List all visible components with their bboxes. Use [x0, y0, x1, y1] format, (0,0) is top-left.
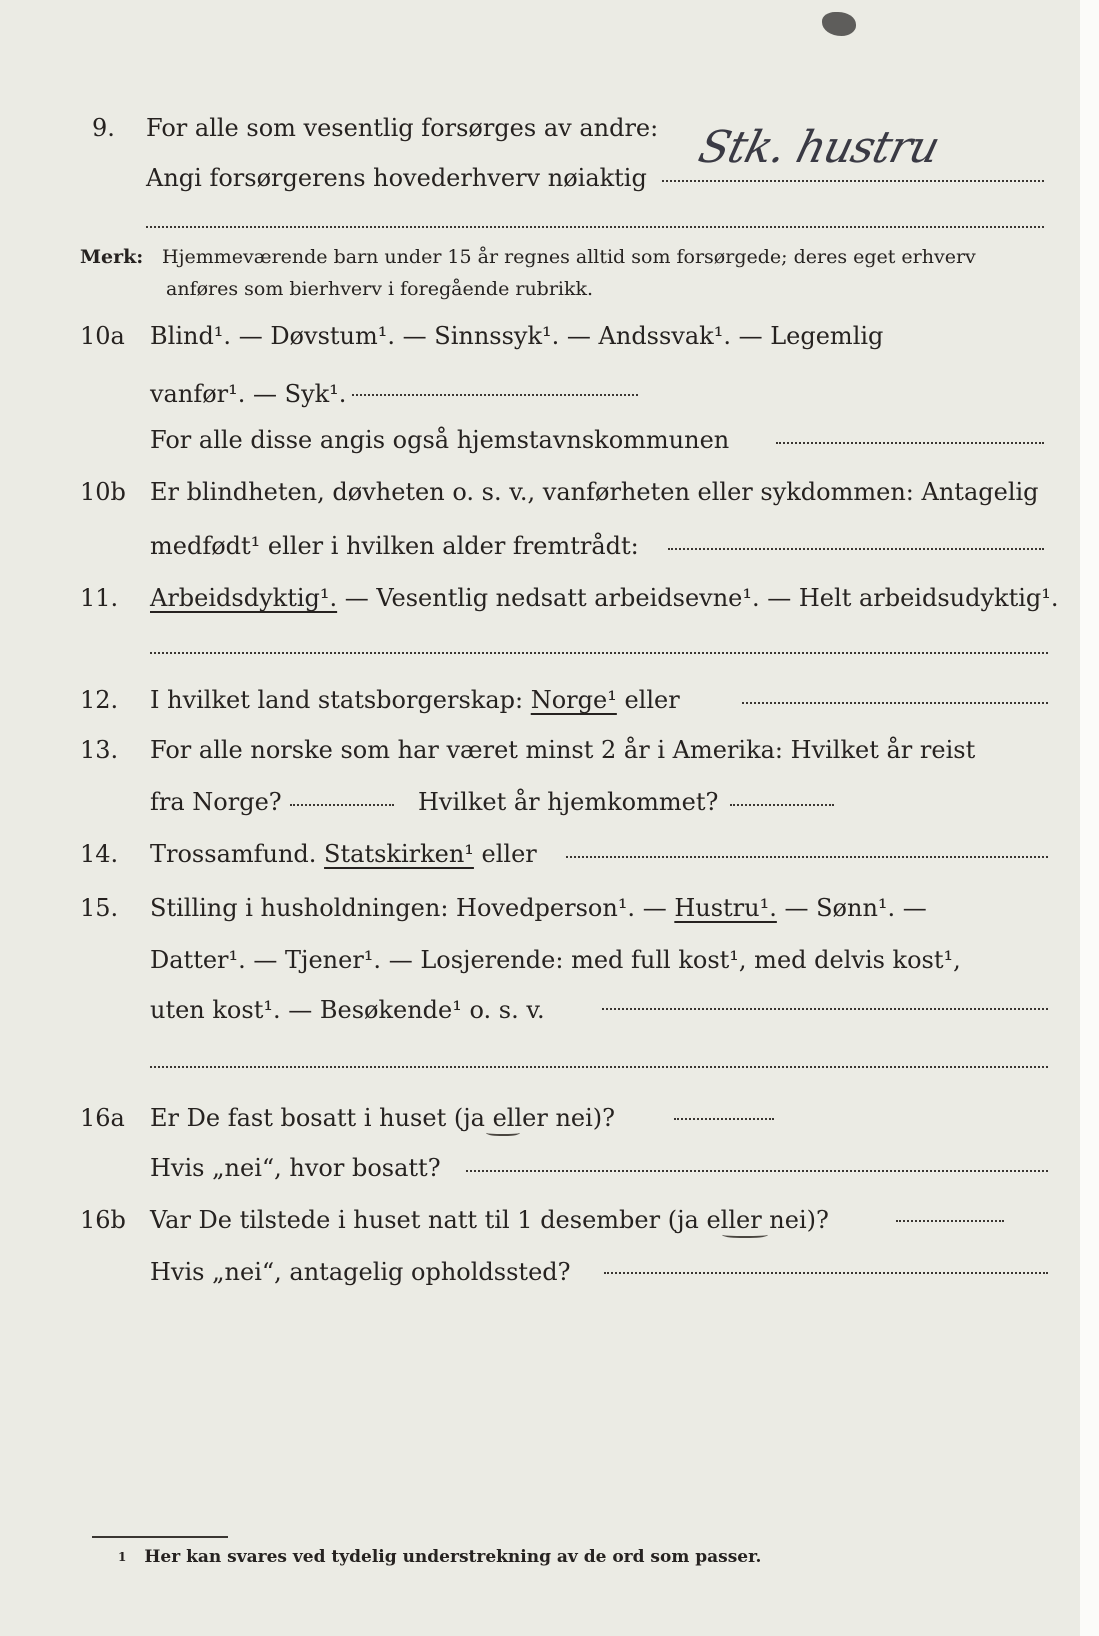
q9-line2: Angi forsørgerens hovederhverv nøiaktig: [146, 164, 647, 192]
q15-option-underlined: Hustru¹.: [674, 894, 777, 922]
merk-label: Merk:: [80, 246, 144, 268]
footnote-rule: [92, 1536, 228, 1538]
q11-option-underlined: Arbeidsdyktig¹.: [150, 584, 338, 612]
q12-answer-line: [742, 702, 1048, 704]
q15-line1: Stilling i husholdningen: Hovedperson¹. — Hustru¹. — Sønn¹. —: [150, 894, 927, 922]
q12-number: 12.: [80, 686, 119, 714]
footnote: [118, 1546, 761, 1568]
q9-number: 9.: [92, 114, 115, 142]
q13-hjemkommet-line: [730, 804, 834, 806]
q13-line1: For alle norske som har været minst 2 år i Amerika: Hvilket år reist: [150, 736, 976, 764]
q13-number: 13.: [80, 736, 119, 764]
q11-number: 11.: [80, 584, 119, 612]
q16b-line2: Hvis „nei“, antagelig opholdssted?: [150, 1258, 571, 1286]
q10a-number: 10a: [80, 322, 125, 350]
q9-answer-line: [662, 180, 1044, 182]
q11-extra-line: [150, 652, 1048, 654]
q13-line2a: fra Norge?: [150, 788, 282, 816]
q15-number: 15.: [80, 894, 119, 922]
q10b-line2: medfødt¹ eller i hvilken alder fremtrådt:: [150, 532, 639, 560]
q9-line1: For alle som vesentlig forsørges av andre:: [146, 114, 659, 142]
q10b-line1: Er blindheten, døvheten o. s. v., vanførheten eller sykdommen: Antagelig: [150, 478, 1039, 506]
q16a-handwritten-mark: [486, 1128, 520, 1136]
q10a-line3: For alle disse angis også hjemstavnskommunen: [150, 426, 730, 454]
q14-answer-line: [566, 856, 1048, 858]
merk-line1: Hjemmeværende barn under 15 år regnes alltid som forsørgede; deres eget erhverv: [162, 246, 976, 268]
q16a-number: 16a: [80, 1104, 125, 1132]
q16a-line2: Hvis „nei“, hvor bosatt?: [150, 1154, 441, 1182]
q16b-opholdssted-line: [604, 1272, 1048, 1274]
q11-text: Arbeidsdyktig¹. — Vesentlig nedsatt arbeidsevne¹. — Helt arbeidsudyktig¹.: [150, 584, 1059, 612]
q16b-number: 16b: [80, 1206, 126, 1234]
q12-option-underlined: Norge¹: [530, 686, 617, 714]
q9-extra-line: [146, 226, 1044, 228]
q16b-answer-line: [896, 1220, 1004, 1222]
q10a-line2: vanfør¹. — Syk¹.: [150, 380, 347, 408]
q14-text: Trossamfund. Statskirken¹ eller: [150, 840, 537, 868]
q9-handwritten-answer: Stk. hustru: [693, 122, 945, 173]
q12-text: I hvilket land statsborgerskap: Norge¹ eller: [150, 686, 680, 714]
merk-line2: anføres som bierhverv i foregående rubrikk.: [166, 278, 594, 300]
q10b-answer-line: [668, 548, 1044, 550]
q15-line2: Datter¹. — Tjener¹. — Losjerende: med full kost¹, med delvis kost¹,: [150, 946, 961, 974]
q15-line3: uten kost¹. — Besøkende¹ o. s. v.: [150, 996, 545, 1024]
q14-number: 14.: [80, 840, 119, 868]
q16a-bosatt-line: [466, 1170, 1048, 1172]
q14-option-underlined: Statskirken¹: [324, 840, 474, 868]
q16b-line1: Var De tilstede i huset natt til 1 desember (ja eller nei)?: [150, 1206, 829, 1234]
q10b-number: 10b: [80, 478, 126, 506]
q15-extra-line: [150, 1066, 1048, 1068]
q16a-line1: Er De fast bosatt i huset (ja eller nei)?: [150, 1104, 616, 1132]
q13-line2b: Hvilket år hjemkommet?: [418, 788, 719, 816]
q16b-handwritten-mark: [722, 1230, 768, 1238]
q10a-kommune-line: [776, 442, 1044, 444]
q13-reist-line: [290, 804, 394, 806]
q10a-line1: Blind¹. — Døvstum¹. — Sinnssyk¹. — Andssvak¹. — Legemlig: [150, 322, 884, 350]
page-edge: [1080, 0, 1099, 1636]
q16a-answer-line: [674, 1118, 774, 1120]
footnote-marker: 1: [118, 1550, 127, 1564]
q15-answer-line: [602, 1008, 1048, 1010]
footnote-text: Her kan svares ved tydelig understrekning av de ord som passer.: [144, 1547, 762, 1567]
q10a-syk-line: [352, 394, 638, 396]
